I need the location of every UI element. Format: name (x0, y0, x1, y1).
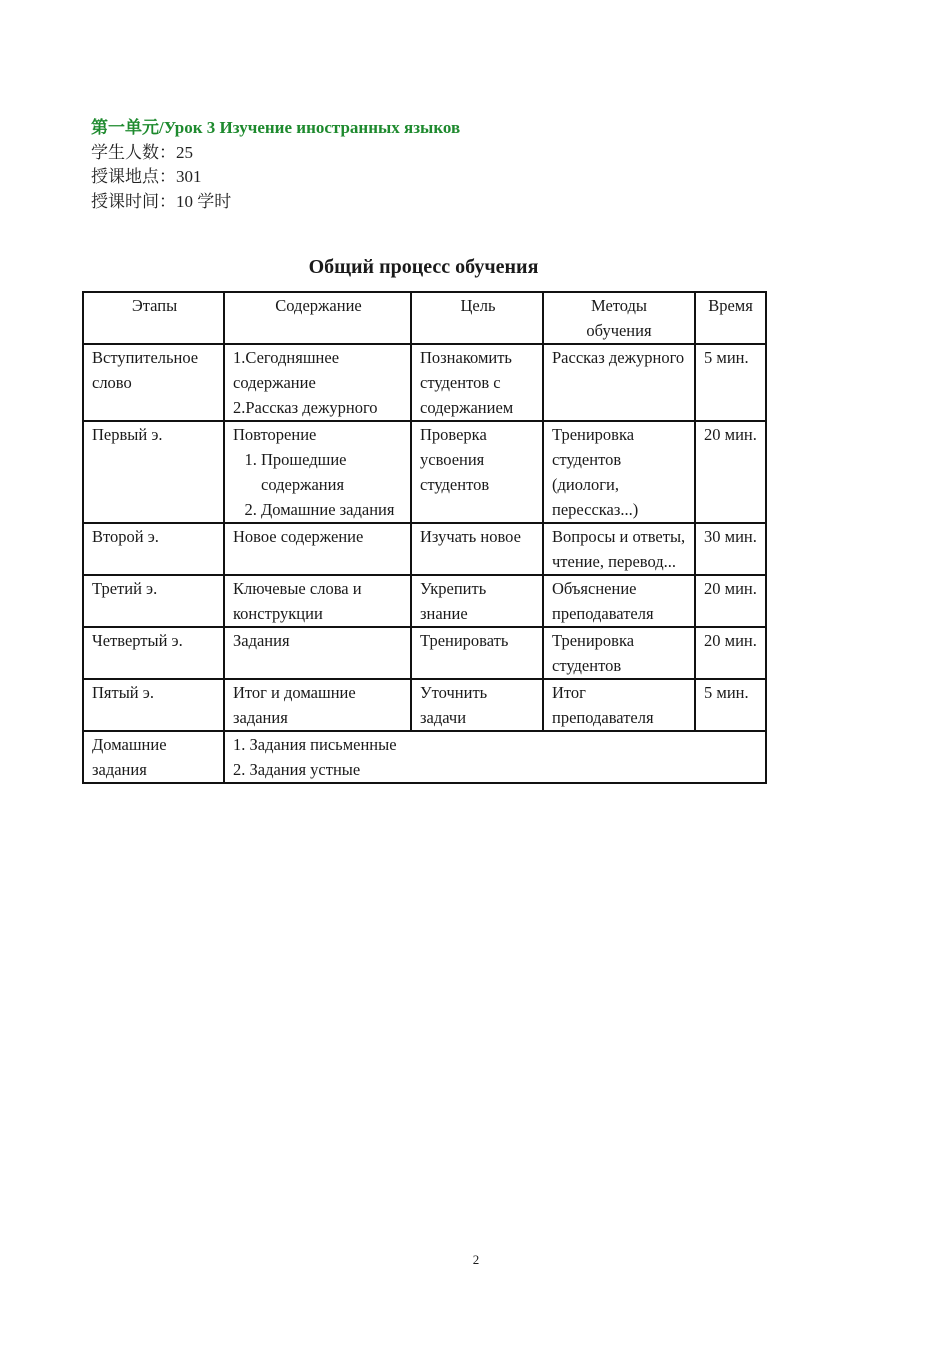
content-cell (224, 421, 411, 523)
time-cell: 20 мин. (695, 421, 766, 523)
content-cell: Новое содержение (224, 523, 411, 575)
column-header: Время (695, 292, 766, 344)
content-line: 1.Сегодняшнее содержание (233, 348, 340, 392)
content-cell (224, 344, 411, 421)
goal-cell: Уточнить задачи (411, 679, 543, 731)
content-cell: Задания (224, 627, 411, 679)
goal-cell: Познакомить студентов с содержанием (411, 344, 543, 421)
column-header: Цель (411, 292, 543, 344)
homework-item: 2. Задания устные (233, 760, 361, 779)
column-header: Методы обучения (543, 292, 695, 344)
goal-cell: Изучать новое (411, 523, 543, 575)
content-list (233, 447, 404, 522)
goal-cell: Проверка усвоения студентов (411, 421, 543, 523)
content-cell: Итог и домашние задания (224, 679, 411, 731)
table-row (83, 679, 766, 731)
list-item: 1. Прошедшие содержания (261, 447, 404, 497)
table-row (83, 627, 766, 679)
students-count: 学生人数：25 (91, 142, 193, 162)
stage-cell: Третий э. (83, 575, 224, 627)
time-cell: 30 мин. (695, 523, 766, 575)
stage-cell: Первый э. (83, 421, 224, 523)
time-cell: 20 мин. (695, 627, 766, 679)
class-time: 授课时间：10 学时 (91, 191, 232, 211)
table-row (83, 344, 766, 421)
stage-cell: Пятый э. (83, 679, 224, 731)
lesson-plan-table (82, 291, 767, 784)
lesson-title: 第一单元/Урок 3 Изучение иностранных языков (91, 118, 461, 137)
stage-cell: Вступительное слово (83, 344, 224, 421)
content-cell: Ключевые слова и конструкции (224, 575, 411, 627)
table-row (83, 421, 766, 523)
table-header-row (83, 292, 766, 344)
homework-items (224, 731, 766, 783)
class-location: 授课地点：301 (91, 167, 202, 186)
homework-label: Домашние задания (83, 731, 224, 783)
document-header (91, 116, 460, 214)
time-cell: 5 мин. (695, 344, 766, 421)
methods-cell: Итог преподавателя (543, 679, 695, 731)
homework-row (83, 731, 766, 783)
methods-cell: Вопросы и ответы, чтение, перевод... (543, 523, 695, 575)
list-item: 2. Домашние задания (261, 497, 404, 522)
time-cell: 20 мин. (695, 575, 766, 627)
methods-cell: Объяснение преподавателя (543, 575, 695, 627)
time-cell: 5 мин. (695, 679, 766, 731)
stage-cell: Второй э. (83, 523, 224, 575)
goal-cell: Укрепить знание (411, 575, 543, 627)
column-header: Этапы (83, 292, 224, 344)
methods-cell: Рассказ дежурного (543, 344, 695, 421)
homework-item: 1. Задания письменные (233, 735, 397, 754)
table-row (83, 575, 766, 627)
table-row (83, 523, 766, 575)
goal-cell: Тренировать (411, 627, 543, 679)
methods-cell: Тренировка студентов (543, 627, 695, 679)
content-line: 2.Рассказ дежурного (233, 398, 378, 417)
page-number: 2 (472, 1252, 480, 1267)
column-header: Содержание (224, 292, 411, 344)
table-title: Общий процесс обучения (308, 256, 539, 278)
content-heading: Повторение (233, 425, 317, 444)
stage-cell: Четвертый э. (83, 627, 224, 679)
methods-cell: Тренировка студентов (диологи, перессказ...) (543, 421, 695, 523)
